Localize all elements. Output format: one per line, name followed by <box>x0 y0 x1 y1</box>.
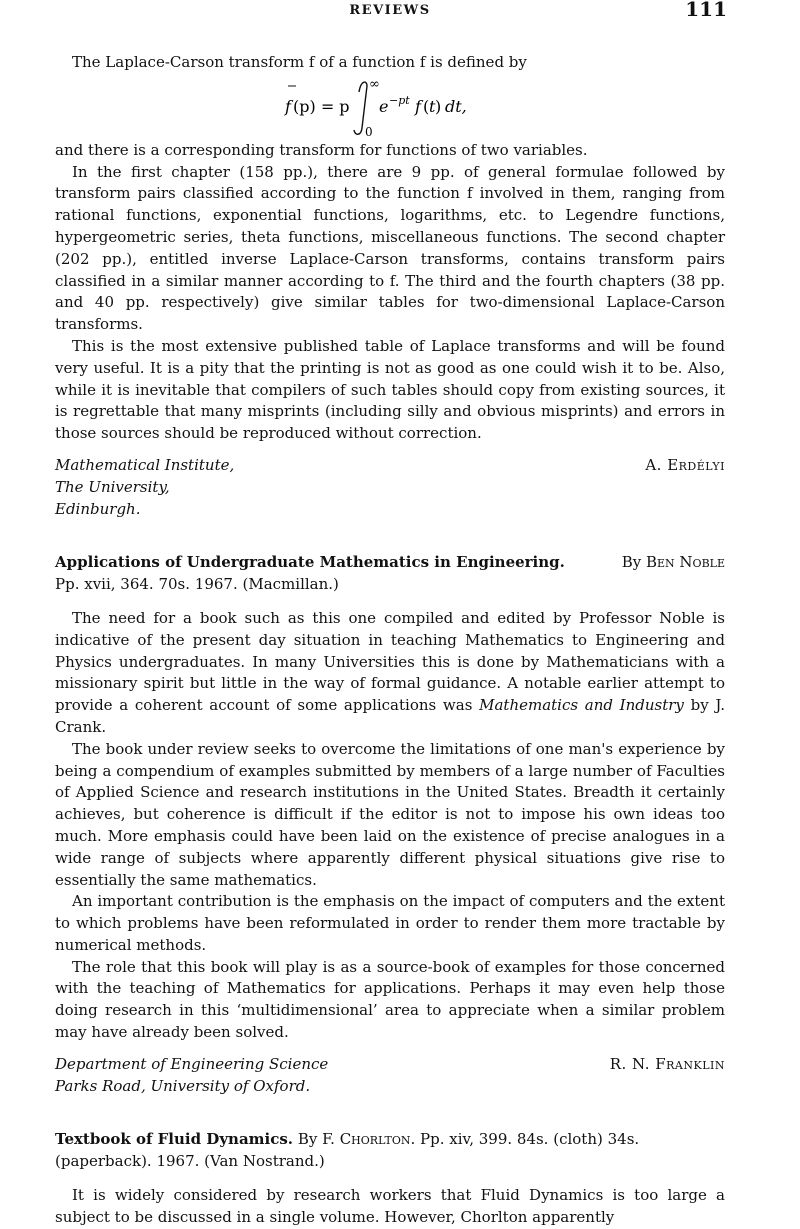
review2-paragraph-3: An important contribution is the emphasis on the impact of computers and the extent to which problems have been reformulated in order to render them more tractable by numerical methods. <box>55 892 725 954</box>
review1-after-formula: and there is a corresponding transform for functions of two variables. <box>55 140 588 159</box>
svg-text:t: t <box>429 96 436 116</box>
review1-reviewer: A. Erdélyi <box>645 455 725 474</box>
svg-text:f: f <box>415 96 421 116</box>
running-header <box>55 0 725 24</box>
review1-paragraph-2: This is the most extensive published table of Laplace transforms and will be found very useful. It is a pity that the printing is not as good as one could wish it to be. Also, while it is inevitable that compilers of such tables should copy from existing sources, it is regrettable that many misprints (including silly and obvious misprints) and errors in those sources should be reproduced without correction. <box>55 336 725 443</box>
svg-text:dt,: dt, <box>445 96 467 116</box>
review1-affiliation: Mathematical Institute, The University, Edinburgh. <box>55 455 235 518</box>
laplace-carson-formula <box>55 74 725 140</box>
svg-text:(p) = p: (p) = p <box>293 96 350 116</box>
review2-affiliation: Department of Engineering Science Parks Road, University of Oxford. <box>55 1054 329 1095</box>
review1-signature <box>55 455 725 520</box>
svg-text:e: e <box>379 96 389 116</box>
svg-text:(: ( <box>423 96 430 116</box>
review2-paragraph-2: The book under review seeks to overcome the limitations of one man's experience by being a compendium of examples submitted by members of a large number of Faculties of Applied Science and research institutions in the United States. Breadth it certainly achieves, but coherence is difficult if the editor is not to impose his own ideas too much. More emphasis could have been laid on the existence of precise analogues in a wide range of subjects where apparently different physical situations give rise to essentially the same mathematics. <box>55 739 725 889</box>
svg-text:0: 0 <box>365 124 373 139</box>
review3-author: F. Chorlton. <box>322 1130 416 1149</box>
review1-paragraph-1: In the first chapter (158 pp.), there are 9 pp. of general formulae followed by transform pairs classified according to the function f involved in them, ranging from rational functions, exponential functions, logarithms, etc. to Legendre functions, hypergeometric series, theta functions, miscellaneous functions. The second chapter (202 pp.), entitled inverse Laplace-Carson transforms, contains transform pairs classified in a similar manner according to f. The third and the fourth chapters (38 pp. and 40 pp. respectively) give similar tables for two-dimensional Laplace-Carson transforms. <box>55 162 725 334</box>
review2-details: Pp. xvii, 364. 70s. 1967. (Macmillan.) <box>55 575 339 594</box>
page <box>55 0 725 1229</box>
review2-paragraph-4: The role that this book will play is as a source-book of examples for those concerned with the teaching of Mathematics for applications. Perhaps it may even help those doing research in this ‘multidimensional’ area to appreciate when a similar problem may have already been solved. <box>55 957 725 1042</box>
review2-heading: Applications of Undergraduate Mathematics in Engineering. By Ben Noble Pp. xvii, 364. 70s. 1967. (Macmillan.) <box>55 552 725 596</box>
review2-reviewer: R. N. Franklin <box>609 1054 725 1073</box>
review2-paragraph-1: The need for a book such as this one compiled and edited by Professor Noble is indicative of the present day situation in teaching Mathematics to Engineering and Physics undergraduates. In many Universities this is done by Mathematicians with a missionary spirit but little in the way of formal guidance. A notable earlier attempt to provide a coherent account of some applications was Mathematics and Industry by J. Crank. <box>55 608 725 736</box>
review2-author: Ben Noble <box>645 553 725 572</box>
review2-title: Applications of Undergraduate Mathematics in Engineering. <box>55 553 565 572</box>
review3-heading: Textbook of Fluid Dynamics. By F. Chorlton. Pp. xiv, 399. 84s. (cloth) 34s. (paperback). 1967. (Van Nostrand.) <box>55 1130 640 1171</box>
svg-text:): ) <box>435 96 442 116</box>
running-title: REVIEWS <box>349 3 431 18</box>
review3-title: Textbook of Fluid Dynamics. <box>55 1130 294 1149</box>
svg-text:−pt: −pt <box>389 93 410 107</box>
page-number: 111 <box>685 0 727 21</box>
svg-text:f: f <box>285 96 291 116</box>
review2-signature <box>55 1054 725 1098</box>
cited-book-title: Mathematics and Industry <box>479 696 684 715</box>
review3-paragraph-1: It is widely considered by research workers that Fluid Dynamics is too large a subject to be discussed in a single volume. However, Chorlton apparently <box>55 1186 725 1226</box>
svg-text:∞: ∞ <box>369 76 380 92</box>
review3-details: Pp. xiv, 399. 84s. (cloth) 34s. (paperback). 1967. (Van Nostrand.) <box>55 1130 640 1171</box>
review1-intro: The Laplace-Carson transform f of a function f is defined by <box>72 53 527 71</box>
